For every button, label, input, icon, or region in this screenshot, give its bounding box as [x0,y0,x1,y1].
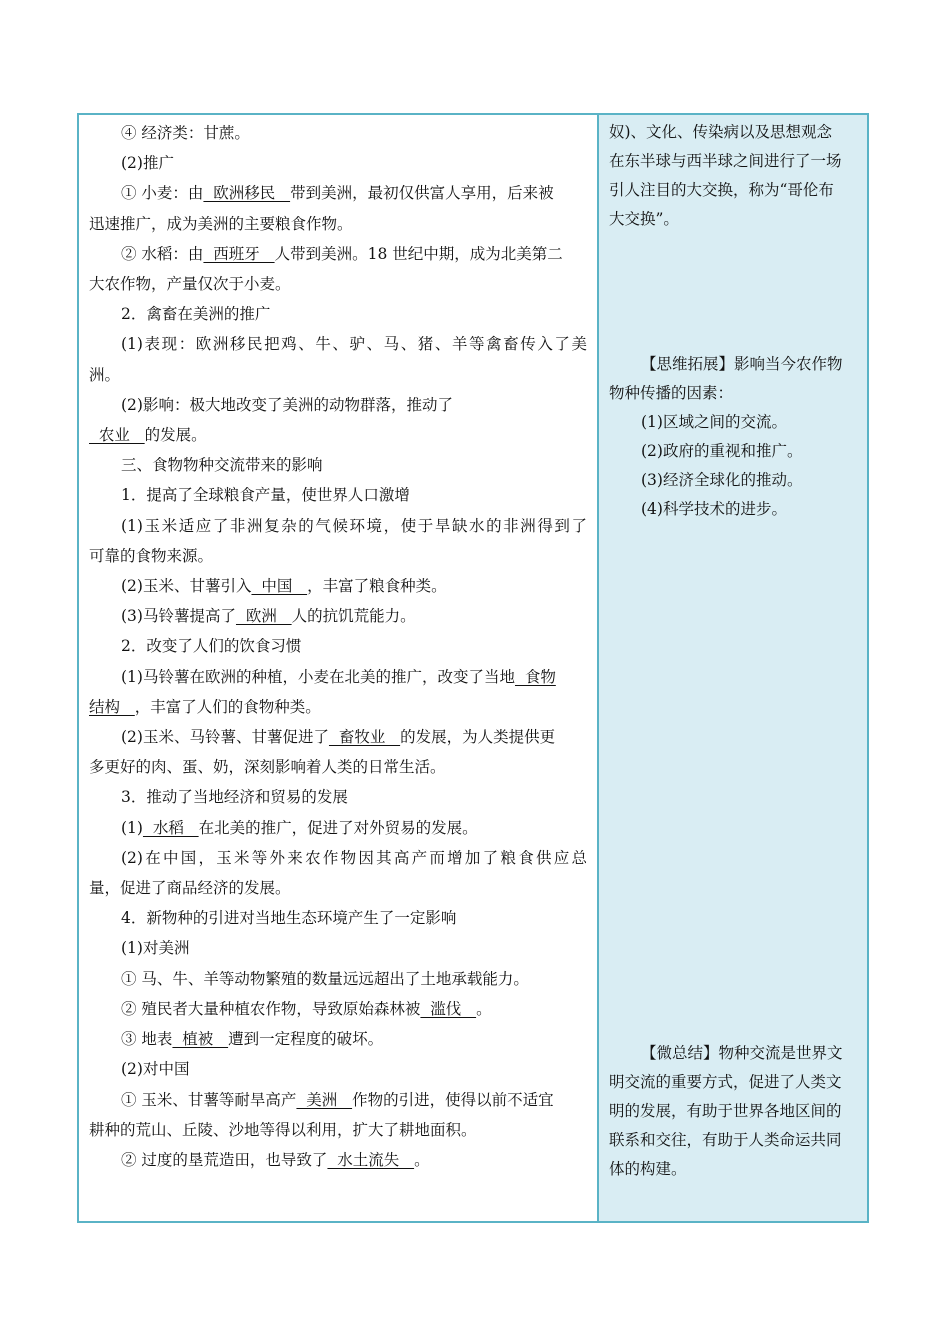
content-table [77,113,869,1223]
main-column [79,115,599,1221]
blank-answer: 畜牧业 [328,728,401,747]
text-line: (2)玉米、甘薯引入 中国 ，丰富了粮食种类。 [121,577,447,596]
text-line: 耕种的荒山、丘陵、沙地等得以利用，扩大了耕地面积。 [89,1120,477,1139]
text-line: ② 水稻：由 西班牙 人带到美洲。18 世纪中期，成为北美第二 [121,244,563,263]
section-heading: 3．推动了当地经济和贸易的发展 [121,788,348,807]
text-line: 迅速推广，成为美洲的主要粮食作物。 [89,214,353,233]
blank-answer: 欧洲移民 [203,184,291,203]
blank-answer: 结构 [89,697,135,716]
text-line: 大农作物，产量仅次于小麦。 [89,275,291,294]
note-line: 体的构建。 [609,1160,687,1178]
text-line: (1)马铃薯在欧洲的种植，小麦在北美的推广，改变了当地 食物 [121,667,556,686]
text-line: (3)马铃薯提高了 欧洲 人的抗饥荒能力。 [121,607,416,626]
thinking-extension-title: 【思维拓展】影响当今农作物 [641,355,843,373]
note-line: (2)政府的重视和推广。 [641,442,803,460]
mini-summary-title: 【微总结】物种交流是世界文 [641,1044,843,1062]
section-heading: 三、食物物种交流带来的影响 [121,456,323,475]
blank-answer: 水土流失 [327,1150,415,1169]
text-line: (2)影响：极大地改变了美洲的动物群落，推动了 [121,395,453,414]
blank-answer: 西班牙 [203,244,275,263]
text-line: 量，促进了商品经济的发展。 [89,879,291,898]
blank-answer: 滥伐 [420,999,477,1018]
note-line: (1)区域之间的交流。 [641,413,787,431]
text-line: ② 过度的垦荒造田，也导致了 水土流失 。 [121,1150,430,1169]
text-line: (1)对美洲 [121,939,190,958]
blank-answer: 美洲 [296,1090,353,1109]
blank-answer: 食物 [514,667,556,686]
blank-answer: 中国 [251,577,308,596]
side-notes-column [599,115,867,1221]
text-line: (2)对中国 [121,1060,190,1079]
note-line: 大交换”。 [609,210,679,228]
text-line: ① 小麦：由 欧洲移民 带到美洲，最初仅供富人享用，后来被 [121,184,554,203]
text-line: 洲。 [89,365,121,384]
section-heading: 1．提高了全球粮食产量，使世界人口激增 [121,486,410,505]
text-line: 农业 的发展。 [89,426,207,445]
text-line: 可靠的食物来源。 [89,546,214,565]
text-line: (2)玉米、马铃薯、甘薯促进了 畜牧业 的发展，为人类提供更 [121,728,556,747]
note-line: 引人注目的大交换，称为“哥伦布 [609,181,834,199]
note-line: 联系和交往，有助于人类命运共同 [609,1131,842,1149]
note-line: (3)经济全球化的推动。 [641,471,803,489]
blank-answer: 农业 [89,426,145,445]
note-line: 明的发展，有助于世界各地区间的 [609,1102,842,1120]
section-heading: 2．禽畜在美洲的推广 [121,305,271,324]
blank-answer: 植被 [172,1030,229,1049]
text-line: ③ 地表 植被 遭到一定程度的破坏。 [121,1030,384,1049]
note-line: 在东半球与西半球之间进行了一场 [609,152,842,170]
text-line: (2)在中国，玉米等外来农作物因其高产而增加了粮食供应总 [121,848,587,867]
text-line: 多更好的肉、蛋、奶，深刻影响着人类的日常生活。 [89,758,446,777]
blank-answer: 欧洲 [235,607,292,626]
section-heading: 4．新物种的引进对当地生态环境产生了一定影响 [121,909,457,928]
note-line: 奴)、文化、传染病以及思想观念 [609,123,833,141]
text-line: (1) 水稻 在北美的推广，促进了对外贸易的发展。 [121,818,478,837]
note-line: 明交流的重要方式，促进了人类文 [609,1073,842,1091]
blank-answer: 水稻 [142,818,199,837]
note-line: (4)科学技术的进步。 [641,500,787,518]
section-heading: 2．改变了人们的饮食习惯 [121,637,302,656]
text-line: ① 玉米、甘薯等耐旱高产 美洲 作物的引进，使得以前不适宜 [121,1090,554,1109]
note-line: 物种传播的因素： [609,384,734,402]
text-line: (2)推广 [121,154,174,173]
text-line: ④ 经济类：甘蔗。 [121,124,250,142]
text-line: (1)玉米适应了非洲复杂的气候环境，使于旱缺水的非洲得到了 [121,516,587,535]
text-line: (1)表现：欧洲移民把鸡、牛、驴、马、猪、羊等禽畜传入了美 [121,335,587,354]
text-line: ② 殖民者大量种植农作物，导致原始森林被 滥伐 。 [121,999,492,1018]
text-line: ① 马、牛、羊等动物繁殖的数量远远超出了土地承载能力。 [121,969,529,988]
text-line: 结构 ，丰富了人们的食物种类。 [89,697,321,716]
